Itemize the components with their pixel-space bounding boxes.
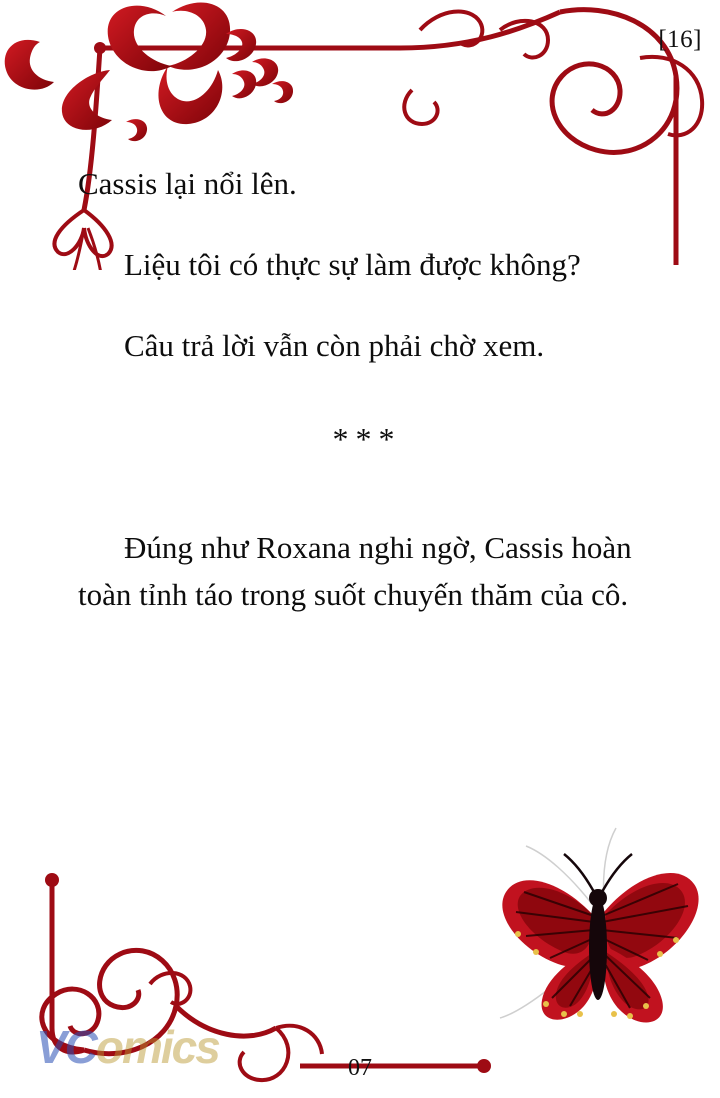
- watermark-primary: VC: [36, 1021, 96, 1073]
- body-text: [78, 160, 656, 653]
- paragraph: Đúng như Roxana nghi ngờ, Cassis hoàn toàn tỉnh táo trong suốt chuyến thăm của cô.: [78, 530, 632, 613]
- butterfly-illustration-icon: [480, 818, 710, 1038]
- paragraph: Cassis lại nổi lên.: [78, 166, 297, 201]
- page-number-bottom: 07: [348, 1055, 372, 1081]
- scene-break: ***: [332, 421, 402, 458]
- paragraph: Câu trả lời vẫn còn phải chờ xem.: [124, 328, 545, 364]
- paragraph: Liệu tôi có thực sự làm được không?: [124, 247, 581, 283]
- page-number-top: [16]: [658, 26, 702, 53]
- watermark-secondary: omics: [95, 1021, 219, 1073]
